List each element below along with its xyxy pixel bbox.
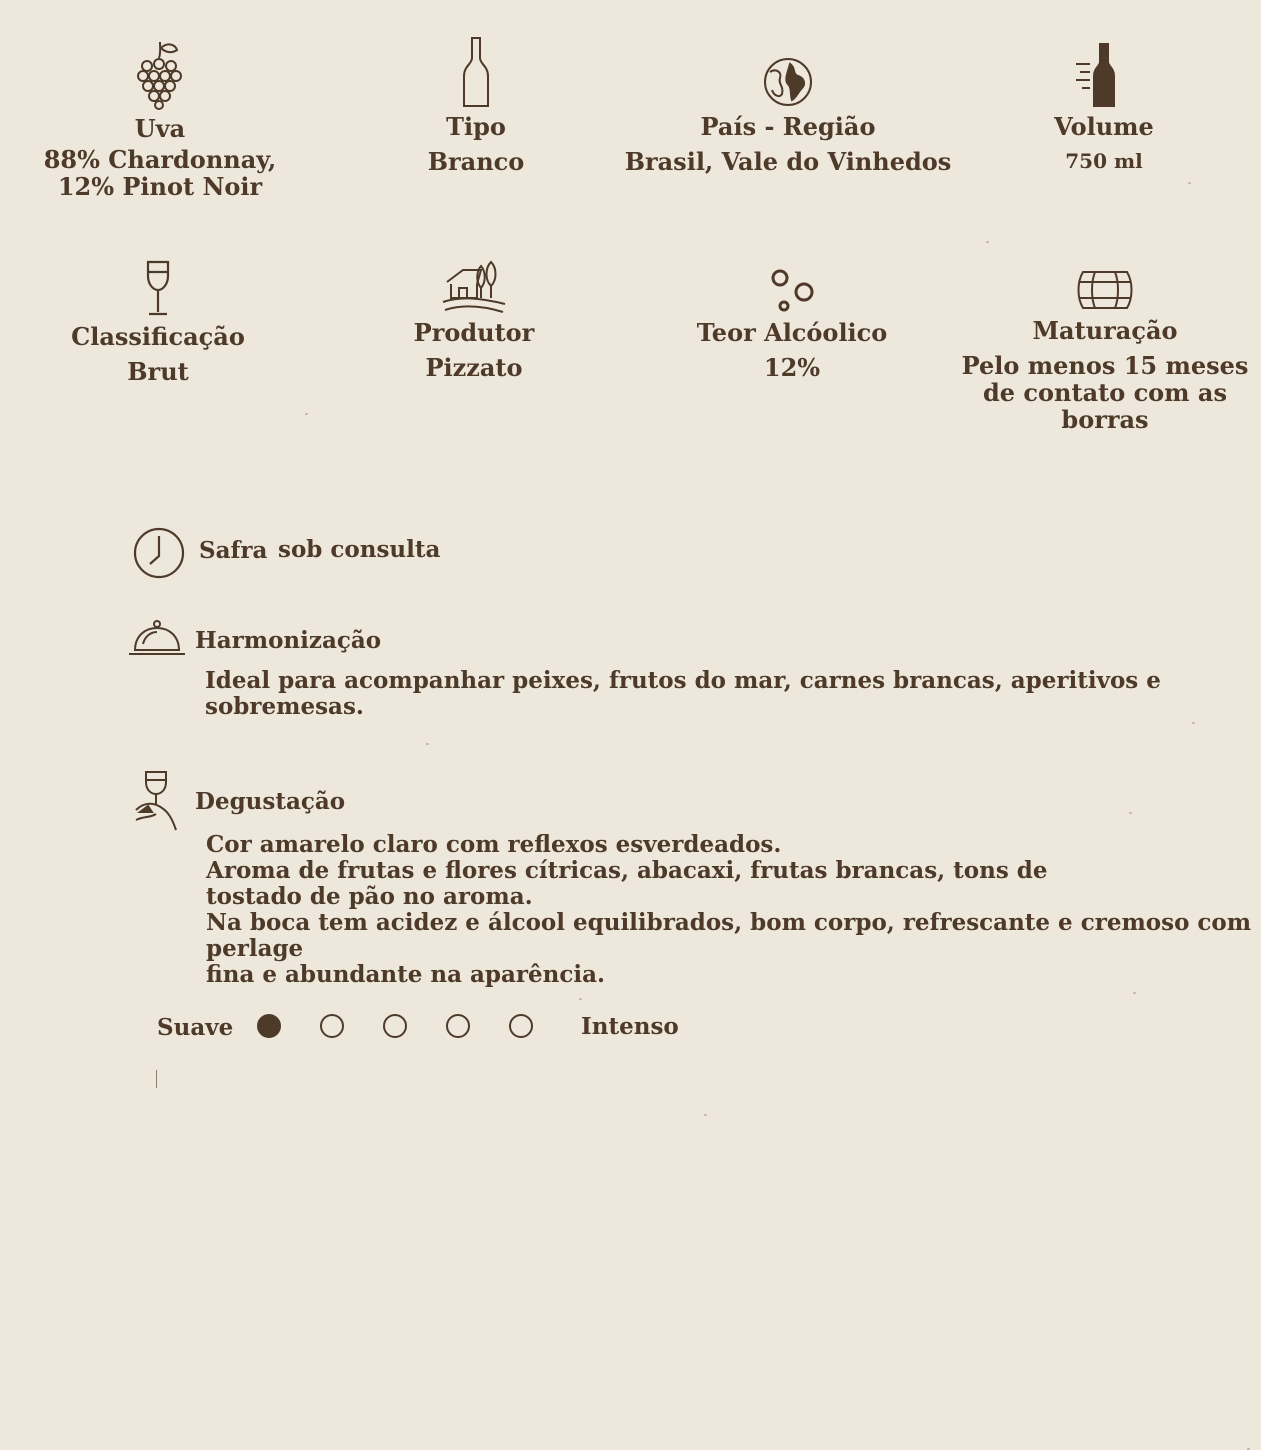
winery-icon (441, 258, 507, 314)
bottle-volume-icon (1074, 42, 1134, 108)
spec-tipo (376, 36, 576, 175)
spec-label: Volume (1054, 112, 1154, 141)
bubbles-icon (768, 268, 816, 314)
harmonizacao-text: Ideal para acompanhar peixes, frutos do mar, carnes brancas, aperitivos e sobremesas. (205, 667, 1161, 720)
spec-label: Produtor (413, 318, 535, 347)
spec-value: Pelo menos 15 meses de contato com as borras (961, 351, 1249, 434)
bottle-outline-icon (461, 36, 491, 108)
spec-label: Classificação (71, 322, 245, 351)
spec-teor (692, 268, 892, 381)
safra-value: sob consulta (278, 536, 441, 563)
spec-value: 12% (763, 353, 821, 382)
clock-icon (132, 526, 186, 580)
intensity-min-label: Suave (157, 1014, 234, 1041)
spec-label: Uva (134, 114, 186, 143)
degustacao-label: Degustação (195, 788, 346, 815)
wine-glass-icon (144, 260, 172, 318)
spec-volume (1004, 42, 1204, 175)
degustacao-line: Cor amarelo claro com reflexos esverdeados. (206, 831, 782, 858)
spec-value: Brasil, Vale do Vinhedos (624, 147, 952, 176)
spec-classificacao (58, 260, 258, 385)
tasting-icon (132, 768, 182, 836)
spec-label: Maturação (1032, 316, 1178, 345)
degustacao-line: Na boca tem acidez e álcool equilibrados, bom corpo, refrescante e cremoso com perlage (206, 909, 1252, 962)
harmonizacao-label: Harmonização (195, 627, 382, 654)
degustacao-line: tostado de pão no aroma. (206, 883, 533, 910)
degustacao-text (206, 832, 1261, 988)
intensity-dot (509, 1014, 533, 1038)
spec-value: 88% Chardonnay, 12% Pinot Noir (43, 145, 277, 201)
intensity-dot (257, 1014, 281, 1038)
intensity-dot (383, 1014, 407, 1038)
spec-value: Brut (127, 357, 189, 386)
spec-value: 750 ml (1065, 149, 1143, 173)
safra-label: Safra (199, 537, 268, 564)
spec-value: Branco (427, 147, 525, 176)
spec-uva (30, 40, 290, 200)
text-cursor (156, 1070, 159, 1088)
spec-produtor (374, 258, 574, 381)
globe-icon (762, 56, 814, 108)
spec-label: País - Região (700, 112, 876, 141)
degustacao-line: fina e abundante na aparência. (206, 961, 606, 988)
intensity-max-label: Intenso (581, 1013, 679, 1040)
spec-label: Teor Alcóolico (696, 318, 888, 347)
spec-maturacao (960, 268, 1250, 433)
spec-pais (618, 56, 958, 175)
spec-value: Pizzato (425, 353, 523, 382)
intensity-dot (446, 1014, 470, 1038)
spec-label: Tipo (446, 112, 506, 141)
cloche-icon (127, 618, 187, 658)
barrel-icon (1075, 268, 1135, 312)
degustacao-line: Aroma de frutas e flores cítricas, abacaxi, frutas brancas, tons de (206, 857, 1048, 884)
grape-icon (135, 40, 185, 110)
intensity-dot (320, 1014, 344, 1038)
